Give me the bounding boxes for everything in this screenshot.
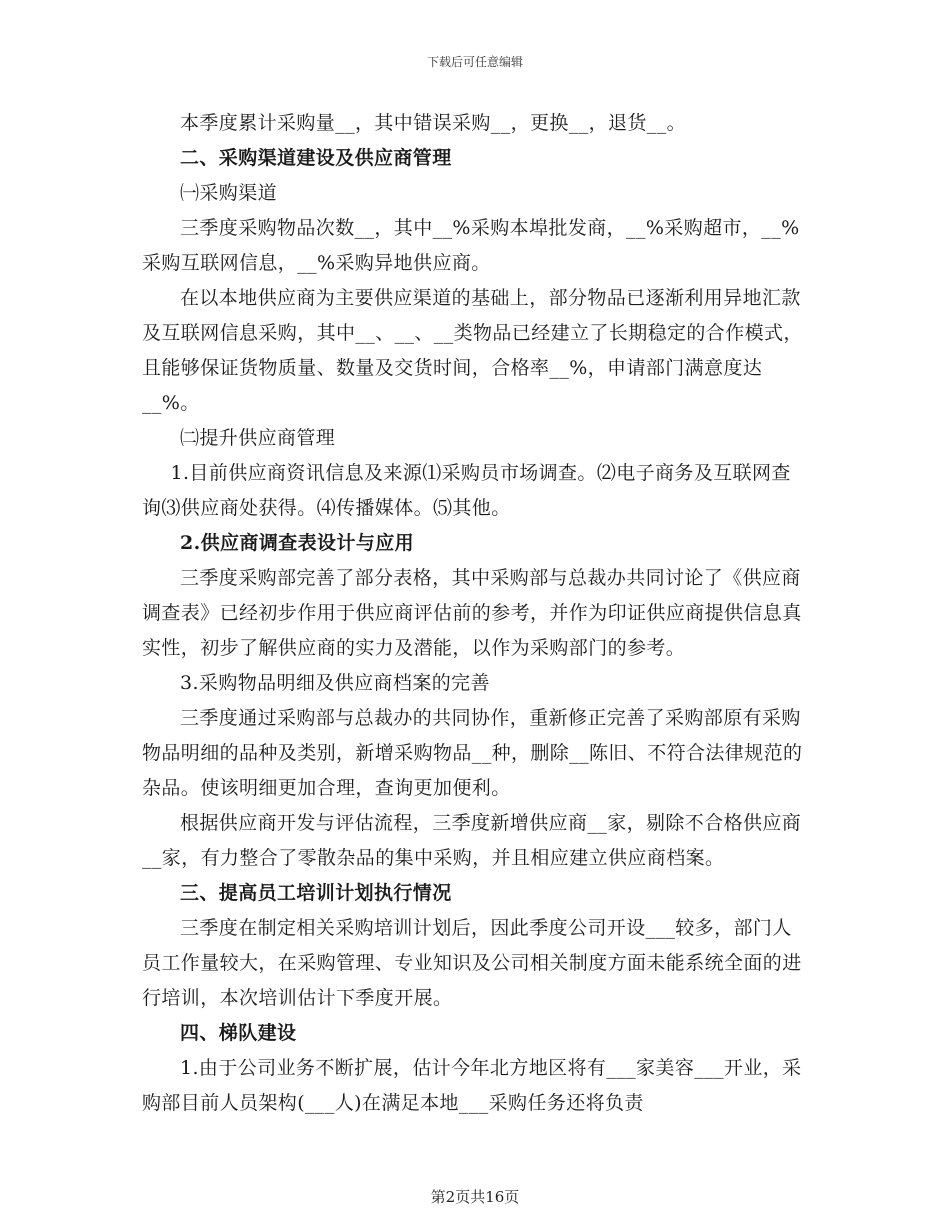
heading-supplier-survey: 2.供应商调查表设计与应用 — [180, 532, 415, 554]
paragraph-survey-form: 三季度采购部完善了部分表格，其中采购部与总裁办共同讨论了《供应商调查表》已经初步作用于供应商评估前的参考，并作为印证供应商提供信息真实性，初步了解供应商的实力及潜能，以作为采购部门的参考。 — [142, 567, 802, 659]
paragraph-training: 三季度在制定相关采购培训计划后，因此季度公司开设___较多，部门人员工作量较大，在采购管理、专业知识及公司相关制度方面未能系统全面的进行培训，本次培训估计下季度开展。 — [142, 917, 802, 1009]
paragraph-local-suppliers: 在以本地供应商为主要供应渠道的基础上，部分物品已逐渐利用异地汇款及互联网信息采购，其中__、__、__类物品已经建立了长期稳定的合作模式，且能够保证货物质量、数量及交货时间，合格率__%，申请部门满意度达__%。 — [142, 287, 803, 414]
paragraph-supplier-evaluation: 根据供应商开发与评估流程，三季度新增供应商__家，剔除不合格供应商__家，有力整合了零散杂品的集中采购，并且相应建立供应商档案。 — [142, 812, 802, 869]
heading-section-3: 三、提高员工培训计划执行情况 — [180, 882, 452, 904]
subheading-purchase-channels: ㈠采购渠道 — [180, 182, 278, 204]
paragraph-info-sources: 1.目前供应商资讯信息及来源⑴采购员市场调查。⑵电子商务及互联网查询⑶供应商处获得。⑷传播媒体。⑸其他。 — [142, 462, 791, 519]
document-body — [142, 106, 810, 1121]
paragraph-item-details: 三季度通过采购部与总裁办的共同协作，重新修正完善了采购部原有采购物品明细的品种及类别，新增采购物品__种，删除__陈旧、不符合法律规范的杂品。使该明细更加合理，查询更加便利。 — [142, 707, 803, 799]
page-header: 下载后可任意编辑 — [426, 55, 523, 69]
paragraph-purchase-count: 三季度采购物品次数__，其中__%采购本埠批发商，__%采购超市，__%采购互联网信息，__%采购异地供应商。 — [142, 217, 800, 274]
heading-section-2: 二、采购渠道建设及供应商管理 — [180, 147, 452, 169]
subheading-supplier-management: ㈡提升供应商管理 — [180, 427, 336, 449]
paragraph-team-building: 1.由于公司业务不断扩展，估计今年北方地区将有___家美容___开业，采购部目前人员架构(___人)在满足本地___采购任务还将负责 — [142, 1057, 802, 1114]
heading-item-details: 3.采购物品明细及供应商档案的完善 — [180, 672, 490, 694]
heading-section-4: 四、梯队建设 — [180, 1022, 297, 1044]
page-footer: 第2页共16页 — [430, 1188, 520, 1206]
paragraph-purchase-volume: 本季度累计采购量__，其中错误采购__，更换__，退货__。 — [180, 112, 687, 134]
